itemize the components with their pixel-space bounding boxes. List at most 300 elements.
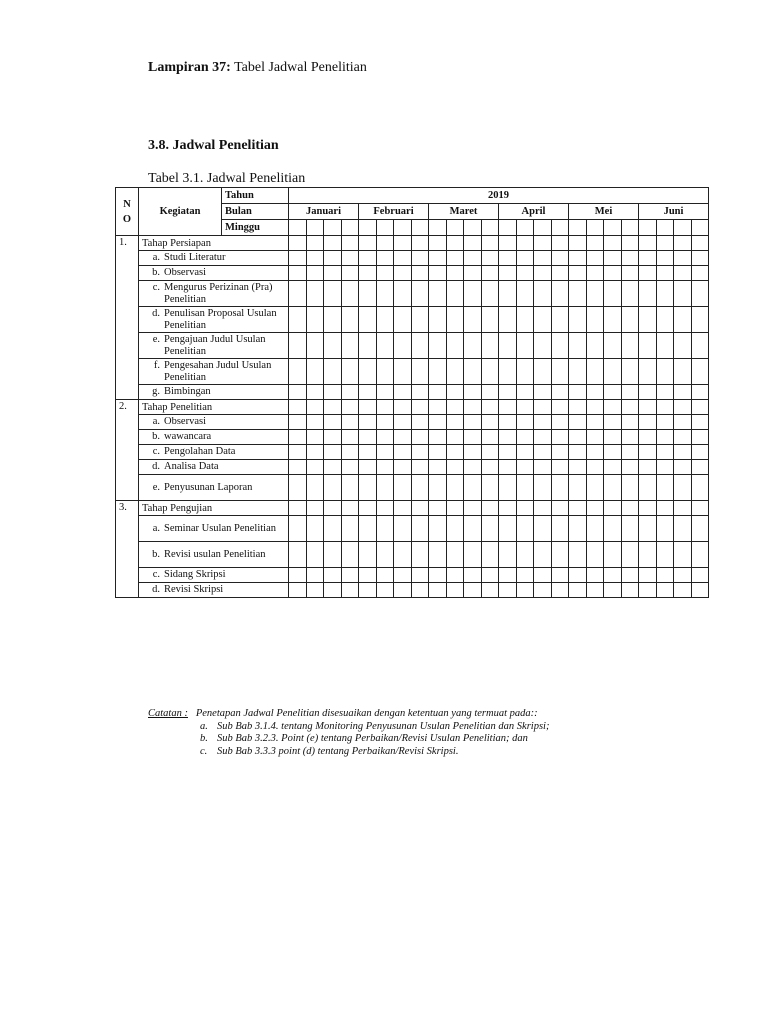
week-cell [551,359,569,385]
week-cell [516,266,534,281]
no-header-part: N [123,198,131,210]
week-cell [691,568,709,583]
week-cell [621,475,639,501]
week-cell [429,220,447,236]
group-row [116,236,709,251]
week-cell [691,583,709,598]
week-cell [621,220,639,236]
week-cell [341,400,359,415]
group-number: 2. [116,400,139,501]
week-cell [324,430,342,445]
week-cell [341,430,359,445]
week-cell [306,430,324,445]
week-cell [429,516,447,542]
week-cell [429,460,447,475]
week-cell [656,516,674,542]
week-cell [656,220,674,236]
week-cell [604,460,622,475]
activity-label: Mengurus Perizinan (Pra) Penelitian [164,281,273,305]
week-cell [674,430,692,445]
week-cell [604,583,622,598]
week-cell [481,251,499,266]
week-cell [691,220,709,236]
group-number: 3. [116,501,139,598]
week-cell [446,359,464,385]
week-cell [394,542,412,568]
week-cell [674,475,692,501]
week-cell [481,430,499,445]
week-cell [359,445,377,460]
week-cell [341,359,359,385]
week-cell [411,266,429,281]
week-cell [604,281,622,307]
week-cell [324,475,342,501]
activity-label: Pengajuan Judul Usulan Penelitian [164,333,266,357]
week-cell [639,583,657,598]
group-title: Tahap Pengujian [139,501,289,516]
week-cell [586,583,604,598]
week-cell [586,266,604,281]
activity-marker: b. [152,267,160,278]
month-header: Januari [289,204,359,220]
week-cell [324,281,342,307]
week-cell [411,445,429,460]
activity-label: Pengesahan Judul Usulan Penelitian [164,359,272,383]
week-cell [341,251,359,266]
week-cell [639,266,657,281]
activity-item [142,569,288,581]
week-cell [411,460,429,475]
week-cell [289,251,307,266]
week-cell [551,251,569,266]
week-cell [446,307,464,333]
group-title: Tahap Penelitian [139,400,289,415]
week-cell [464,281,482,307]
week-cell [586,236,604,251]
week-cell [534,475,552,501]
week-cell [359,475,377,501]
week-cell [639,445,657,460]
week-cell [674,583,692,598]
week-cell [394,307,412,333]
week-cell [429,400,447,415]
week-cell [674,359,692,385]
week-cell [551,333,569,359]
week-cell [411,516,429,542]
week-cell [429,333,447,359]
week-cell [411,400,429,415]
week-cell [429,415,447,430]
week-cell [656,501,674,516]
activity-label: Revisi Skripsi [164,584,224,595]
week-cell [499,475,517,501]
week-cell [604,220,622,236]
week-cell [674,568,692,583]
week-cell [656,475,674,501]
week-cell [656,445,674,460]
activity-label: Observasi [164,416,206,427]
week-cell [289,220,307,236]
week-cell [639,333,657,359]
week-cell [289,475,307,501]
week-cell [569,266,587,281]
appendix-label: Lampiran 37: [148,60,231,75]
week-cell [534,501,552,516]
week-cell [621,445,639,460]
week-cell [656,333,674,359]
group-title: Tahap Persiapan [139,236,289,251]
week-cell [499,236,517,251]
week-cell [674,400,692,415]
activity-item [142,549,288,561]
week-cell [376,236,394,251]
week-cell [411,415,429,430]
no-header [116,188,139,236]
week-cell [359,400,377,415]
week-cell [621,583,639,598]
week-cell [394,333,412,359]
week-cell [376,333,394,359]
week-cell [569,359,587,385]
week-cell [446,400,464,415]
week-cell [639,475,657,501]
week-cell [569,475,587,501]
week-cell [341,385,359,400]
week-cell [569,460,587,475]
week-cell [411,333,429,359]
week-cell [499,266,517,281]
week-cell [639,251,657,266]
activity-item [142,308,288,332]
week-cell [604,266,622,281]
no-header-part: O [122,213,132,225]
week-cell [306,516,324,542]
week-cell [446,568,464,583]
week-cell [341,415,359,430]
note-text: Sub Bab 3.2.3. Point (e) tentang Perbaikan/Revisi Usulan Penelitian; dan [217,733,528,744]
week-cell [674,415,692,430]
week-cell [621,251,639,266]
week-cell [639,460,657,475]
week-cell [376,430,394,445]
activity-marker: d. [152,584,160,595]
week-cell [516,236,534,251]
week-cell [516,307,534,333]
week-cell [464,430,482,445]
week-cell [691,475,709,501]
schedule-table [115,187,709,598]
week-cell [691,385,709,400]
week-cell [639,281,657,307]
week-cell [464,475,482,501]
week-cell [446,251,464,266]
week-cell [586,516,604,542]
week-cell [464,542,482,568]
week-cell [551,385,569,400]
week-cell [359,568,377,583]
week-cell [306,501,324,516]
week-cell [411,385,429,400]
week-cell [534,220,552,236]
week-cell [394,266,412,281]
week-cell [621,400,639,415]
week-cell [656,359,674,385]
week-cell [586,475,604,501]
week-cell [429,445,447,460]
week-cell [569,415,587,430]
week-cell [639,359,657,385]
note-text: Sub Bab 3.3.3 point (d) tentang Perbaikan/Revisi Skripsi. [217,745,459,757]
week-cell [289,359,307,385]
week-cell [481,307,499,333]
week-cell [324,333,342,359]
week-cell [499,281,517,307]
activity-cell [139,281,289,307]
kegiatan-header: Kegiatan [139,188,222,236]
week-cell [289,430,307,445]
activity-item [142,360,288,384]
week-cell [604,400,622,415]
week-cell [551,415,569,430]
week-cell [534,333,552,359]
note-item [200,721,549,734]
week-cell [586,359,604,385]
week-cell [691,251,709,266]
week-cell [376,415,394,430]
week-cell [674,385,692,400]
week-cell [621,501,639,516]
week-cell [586,542,604,568]
week-cell [551,475,569,501]
week-cell [376,385,394,400]
group-row [116,400,709,415]
week-cell [621,307,639,333]
week-cell [306,266,324,281]
week-cell [674,251,692,266]
week-cell [569,385,587,400]
week-cell [341,220,359,236]
week-cell [656,251,674,266]
week-cell [481,385,499,400]
activity-cell [139,445,289,460]
activity-marker: c. [152,569,160,580]
activity-label: Studi Literatur [164,252,226,263]
week-cell [534,281,552,307]
tahun-label: Tahun [222,188,289,204]
notes-intro: Penetapan Jadwal Penelitian disesuaikan dengan ketentuan yang termuat pada:: [195,708,538,719]
week-cell [446,281,464,307]
week-cell [639,220,657,236]
week-cell [411,220,429,236]
week-cell [289,281,307,307]
activity-label: wawancara [164,431,212,442]
activity-item [142,252,288,264]
week-cell [446,220,464,236]
week-cell [464,445,482,460]
week-cell [289,501,307,516]
week-cell [534,400,552,415]
week-cell [534,385,552,400]
week-cell [551,516,569,542]
week-cell [376,251,394,266]
week-cell [306,400,324,415]
week-cell [464,568,482,583]
activity-item [142,334,288,358]
week-cell [516,501,534,516]
week-cell [446,385,464,400]
week-cell [429,542,447,568]
week-cell [569,542,587,568]
week-cell [464,516,482,542]
week-cell [604,430,622,445]
week-cell [604,385,622,400]
week-cell [534,415,552,430]
activity-row [116,359,709,385]
week-cell [516,385,534,400]
month-header: Juni [639,204,709,220]
week-cell [289,333,307,359]
week-cell [289,266,307,281]
week-cell [674,220,692,236]
week-cell [306,445,324,460]
activity-cell [139,460,289,475]
week-cell [586,400,604,415]
week-cell [674,236,692,251]
week-cell [674,542,692,568]
week-cell [306,542,324,568]
week-cell [499,516,517,542]
week-cell [481,400,499,415]
activity-item [142,386,288,398]
week-cell [516,251,534,266]
week-cell [691,501,709,516]
week-cell [639,415,657,430]
week-cell [499,251,517,266]
week-cell [394,568,412,583]
week-cell [324,516,342,542]
week-cell [639,400,657,415]
note-text: Sub Bab 3.1.4. tentang Monitoring Penyusunan Usulan Penelitian dan Skripsi; [217,720,550,732]
week-cell [639,516,657,542]
activity-marker: c. [152,281,160,293]
week-cell [341,281,359,307]
week-cell [429,359,447,385]
activity-row [116,385,709,400]
week-cell [656,460,674,475]
note-item [200,746,549,759]
week-cell [534,542,552,568]
week-cell [516,475,534,501]
week-cell [516,542,534,568]
week-cell [376,307,394,333]
week-cell [446,501,464,516]
week-cell [551,236,569,251]
week-cell [534,307,552,333]
week-cell [569,236,587,251]
note-marker: b. [200,733,208,744]
activity-cell [139,430,289,445]
week-cell [376,266,394,281]
month-header: April [499,204,569,220]
week-cell [394,501,412,516]
week-cell [289,445,307,460]
week-cell [359,251,377,266]
week-cell [306,583,324,598]
week-cell [691,430,709,445]
week-cell [394,220,412,236]
week-cell [324,445,342,460]
week-cell [674,266,692,281]
week-cell [464,266,482,281]
activity-cell [139,583,289,598]
week-cell [604,475,622,501]
activity-row [116,583,709,598]
week-cell [639,542,657,568]
group-number: 1. [116,236,139,400]
activity-row [116,251,709,266]
week-cell [621,542,639,568]
week-cell [481,220,499,236]
week-cell [604,359,622,385]
week-cell [306,385,324,400]
activity-label: Observasi [164,267,206,278]
week-cell [429,266,447,281]
activity-label: Pengolahan Data [164,446,236,457]
activity-label: Penulisan Proposal Usulan Penelitian [164,307,277,331]
week-cell [411,430,429,445]
week-cell [359,501,377,516]
week-cell [586,251,604,266]
week-cell [359,266,377,281]
week-cell [551,400,569,415]
week-cell [481,460,499,475]
week-cell [324,236,342,251]
week-cell [621,236,639,251]
week-cell [481,359,499,385]
week-cell [359,583,377,598]
week-cell [446,445,464,460]
week-cell [446,460,464,475]
week-cell [516,583,534,598]
week-cell [691,236,709,251]
week-cell [639,307,657,333]
week-cell [289,415,307,430]
week-cell [376,475,394,501]
week-cell [464,359,482,385]
week-cell [359,415,377,430]
week-cell [394,359,412,385]
week-cell [499,460,517,475]
week-cell [464,415,482,430]
week-cell [586,460,604,475]
activity-marker: e. [152,333,160,345]
week-cell [429,251,447,266]
week-cell [691,516,709,542]
week-cell [324,568,342,583]
activity-cell [139,333,289,359]
week-cell [621,281,639,307]
week-cell [691,359,709,385]
week-cell [534,251,552,266]
week-cell [569,220,587,236]
activity-marker: a. [152,416,160,427]
week-cell [394,583,412,598]
week-cell [411,583,429,598]
week-cell [621,333,639,359]
week-cell [621,385,639,400]
activity-marker: a. [152,522,160,534]
appendix-title: Tabel Jadwal Penelitian [234,60,367,75]
